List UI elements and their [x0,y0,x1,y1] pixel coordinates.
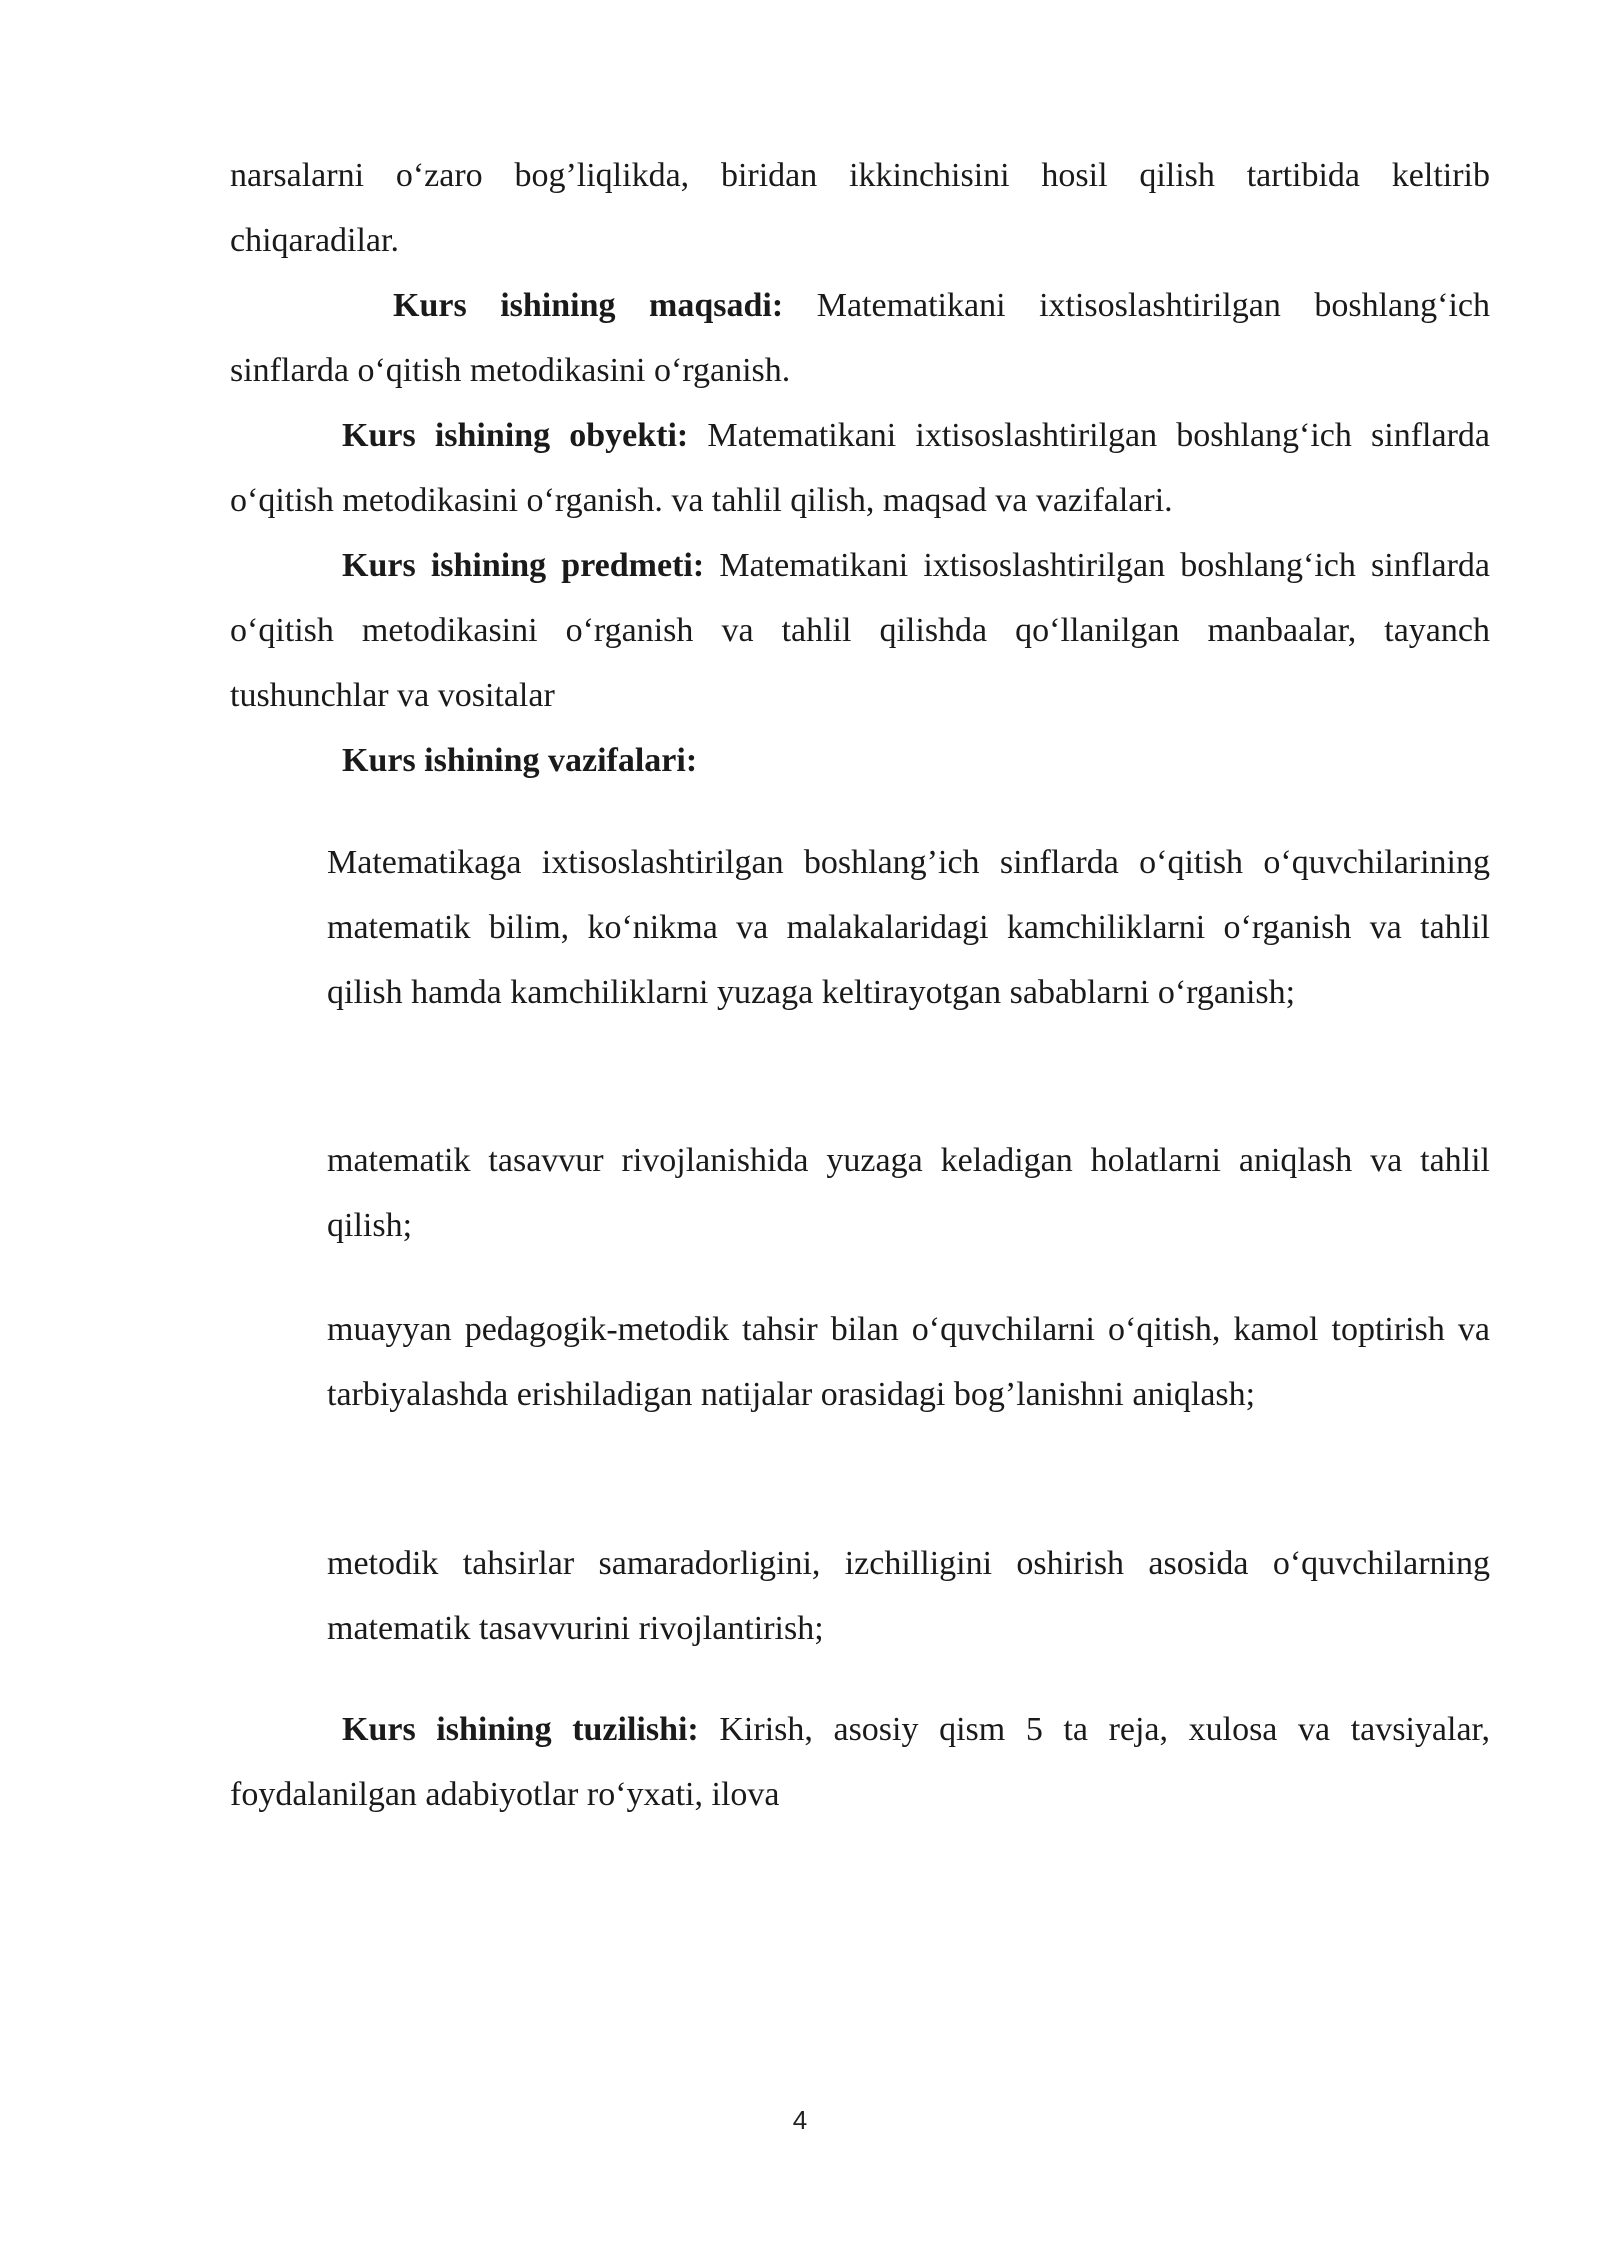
purpose-label: Kurs ishining maqsadi: [393,287,784,324]
purpose-text: Matematikani ixtisoslashtirilgan boshlang‘ich sinflarda o‘qitish metodikasini o‘rganish. [230,287,1490,389]
object-paragraph [230,403,1490,533]
subject-label: Kurs ishining predmeti: [342,547,705,584]
task-item: matematik tasavvur rivojlanishida yuzaga keladigan holatlarni aniqlash va tahlil qilish; [327,1142,1490,1244]
structure-label: Kurs ishining tuzilishi: [342,1711,699,1748]
object-text: Matematikani ixtisoslashtirilgan boshlang‘ich sinflarda o‘qitish metodikasini o‘rganish. va tahlil qilish, maqsad va vazifalari. [230,417,1490,519]
intro-line-2: chiqaradilar. [230,222,399,259]
tasks-heading: Kurs ishining vazifalari: [342,742,698,779]
subject-paragraph [230,533,1490,728]
subject-text: Matematikani ixtisoslashtirilgan boshlang‘ich sinflarda o‘qitish metodikasini o‘rganish va tahlil qilishda qo‘llanilgan manbaalar, tayanch tushunchlar va vositalar [230,547,1490,714]
task-item: muayyan pedagogik-metodik tahsir bilan o‘quvchilarni o‘qitish, kamol toptirish va tarbiyalashda erishiladigan natijalar orasidagi bog’lanishni aniqlash; [327,1311,1490,1413]
purpose-paragraph [230,273,1490,403]
object-label: Kurs ishining obyekti: [342,417,689,454]
task-item: Matematikaga ixtisoslashtirilgan boshlang’ich sinflarda o‘qitish o‘quvchilarining matematik bilim, ko‘nikma va malakalaridagi kamchiliklarni o‘rganish va tahlil qilish hamda kamchiliklarni yuzaga keltirayotgan sabablarni o‘rganish; [327,844,1490,1011]
structure-paragraph [230,1697,1490,1827]
page-number: 4 [792,2105,808,2135]
intro-line-1: narsalarni o‘zaro bog’liqlikda, biridan ikkinchisini hosil qilish tartibida keltirib [230,157,1490,194]
task-item: metodik tahsirlar samaradorligini, izchilligini oshirish asosida o‘quvchilarning matematik tasavvurini rivojlantirish; [327,1545,1490,1647]
structure-text: Kirish, asosiy qism 5 ta reja, xulosa va tavsiyalar, foydalanilgan adabiyotlar ro‘yxati, ilova [230,1711,1490,1813]
